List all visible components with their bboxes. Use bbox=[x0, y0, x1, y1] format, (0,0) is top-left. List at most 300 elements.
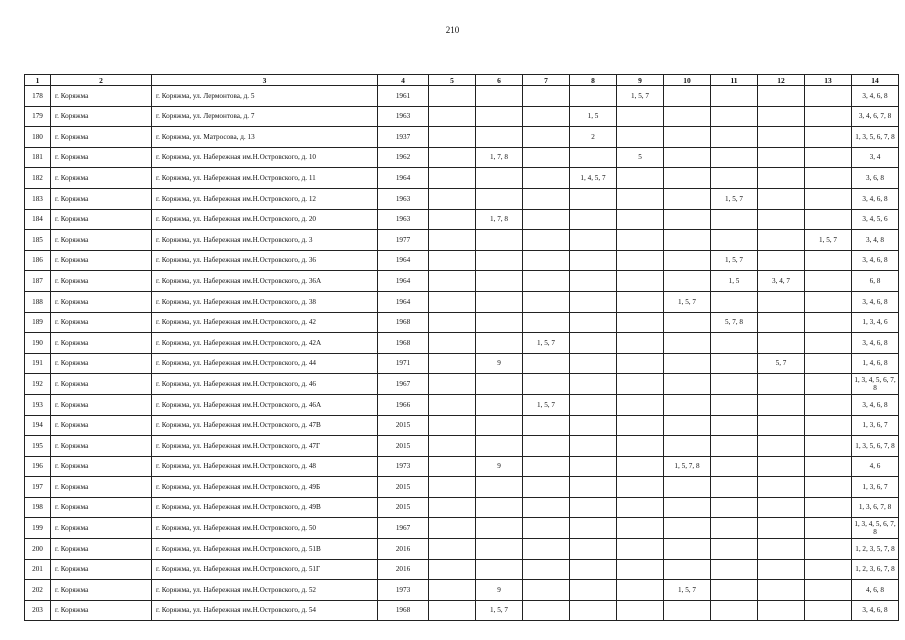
table-cell-col-13 bbox=[805, 333, 852, 354]
table-cell-col-2: г. Коряжма bbox=[51, 456, 152, 477]
table-cell-col-6 bbox=[476, 559, 523, 580]
column-header-6: 6 bbox=[476, 75, 523, 86]
table-cell-col-3: г. Коряжма, ул. Набережная им.Н.Островского, д. 36 bbox=[152, 250, 378, 271]
table-cell-col-8 bbox=[570, 250, 617, 271]
table-row bbox=[25, 168, 899, 189]
table-row bbox=[25, 600, 899, 621]
table-cell-col-5 bbox=[429, 86, 476, 107]
table-cell-col-12 bbox=[758, 518, 805, 539]
table-cell-col-12 bbox=[758, 250, 805, 271]
table-cell-col-6: 9 bbox=[476, 353, 523, 374]
table-row bbox=[25, 106, 899, 127]
table-cell-col-7 bbox=[523, 312, 570, 333]
table-cell-col-4: 1963 bbox=[378, 209, 429, 230]
table-cell-col-7 bbox=[523, 106, 570, 127]
table-cell-col-2: г. Коряжма bbox=[51, 353, 152, 374]
table-cell-col-7 bbox=[523, 250, 570, 271]
table-cell-col-2: г. Коряжма bbox=[51, 539, 152, 560]
table-cell-col-14: 3, 4, 5, 6 bbox=[852, 209, 899, 230]
table-cell-col-1: 179 bbox=[25, 106, 51, 127]
table-cell-col-7: 1, 5, 7 bbox=[523, 394, 570, 415]
table-cell-col-12 bbox=[758, 333, 805, 354]
table-cell-col-7 bbox=[523, 477, 570, 498]
table-cell-col-14: 3, 4, 6, 8 bbox=[852, 188, 899, 209]
table-cell-col-13: 1, 5, 7 bbox=[805, 230, 852, 251]
table-cell-col-12 bbox=[758, 477, 805, 498]
table-cell-col-10 bbox=[664, 127, 711, 148]
table-cell-col-14: 1, 3, 5, 6, 7, 8 bbox=[852, 127, 899, 148]
table-cell-col-3: г. Коряжма, ул. Набережная им.Н.Островского, д. 54 bbox=[152, 600, 378, 621]
table-cell-col-5 bbox=[429, 127, 476, 148]
table-row bbox=[25, 559, 899, 580]
table-cell-col-1: 186 bbox=[25, 250, 51, 271]
table-cell-col-8 bbox=[570, 147, 617, 168]
table-cell-col-13 bbox=[805, 271, 852, 292]
table-cell-col-11 bbox=[711, 106, 758, 127]
table-cell-col-11 bbox=[711, 600, 758, 621]
table-cell-col-10 bbox=[664, 312, 711, 333]
table-cell-col-12 bbox=[758, 230, 805, 251]
table-cell-col-3: г. Коряжма, ул. Лермонтова, д. 7 bbox=[152, 106, 378, 127]
table-cell-col-1: 202 bbox=[25, 580, 51, 601]
table-cell-col-2: г. Коряжма bbox=[51, 168, 152, 189]
table-cell-col-11 bbox=[711, 374, 758, 395]
table-cell-col-13 bbox=[805, 497, 852, 518]
table-cell-col-12 bbox=[758, 168, 805, 189]
table-cell-col-3: г. Коряжма, ул. Набережная им.Н.Островского, д. 36А bbox=[152, 271, 378, 292]
column-header-7: 7 bbox=[523, 75, 570, 86]
table-cell-col-8 bbox=[570, 291, 617, 312]
table-cell-col-10 bbox=[664, 230, 711, 251]
table-cell-col-4: 1963 bbox=[378, 188, 429, 209]
table-cell-col-3: г. Коряжма, ул. Набережная им.Н.Островского, д. 46А bbox=[152, 394, 378, 415]
table-cell-col-12: 3, 4, 7 bbox=[758, 271, 805, 292]
table-cell-col-7 bbox=[523, 559, 570, 580]
table-cell-col-11 bbox=[711, 291, 758, 312]
table-cell-col-2: г. Коряжма bbox=[51, 291, 152, 312]
table-cell-col-2: г. Коряжма bbox=[51, 374, 152, 395]
table-cell-col-1: 182 bbox=[25, 168, 51, 189]
table-cell-col-14: 4, 6, 8 bbox=[852, 580, 899, 601]
table-cell-col-4: 1967 bbox=[378, 518, 429, 539]
table-cell-col-8 bbox=[570, 333, 617, 354]
table-cell-col-5 bbox=[429, 374, 476, 395]
table-cell-col-7 bbox=[523, 497, 570, 518]
table-cell-col-2: г. Коряжма bbox=[51, 600, 152, 621]
table-cell-col-12: 5, 7 bbox=[758, 353, 805, 374]
table-cell-col-5 bbox=[429, 333, 476, 354]
table-row bbox=[25, 291, 899, 312]
table-cell-col-14: 4, 6 bbox=[852, 456, 899, 477]
table-cell-col-12 bbox=[758, 188, 805, 209]
table-cell-col-11: 1, 5, 7 bbox=[711, 250, 758, 271]
column-header-12: 12 bbox=[758, 75, 805, 86]
table-cell-col-5 bbox=[429, 415, 476, 436]
table-cell-col-2: г. Коряжма bbox=[51, 312, 152, 333]
table-cell-col-3: г. Коряжма, ул. Набережная им.Н.Островского, д. 46 bbox=[152, 374, 378, 395]
table-cell-col-11 bbox=[711, 477, 758, 498]
table-cell-col-1: 197 bbox=[25, 477, 51, 498]
table-cell-col-14: 3, 4, 6, 8 bbox=[852, 600, 899, 621]
table-row bbox=[25, 86, 899, 107]
table-cell-col-4: 1977 bbox=[378, 230, 429, 251]
table-cell-col-3: г. Коряжма, ул. Набережная им.Н.Островского, д. 42А bbox=[152, 333, 378, 354]
table-cell-col-12 bbox=[758, 539, 805, 560]
table-cell-col-9 bbox=[617, 539, 664, 560]
table-cell-col-14: 1, 4, 6, 8 bbox=[852, 353, 899, 374]
table-cell-col-10 bbox=[664, 333, 711, 354]
table-cell-col-13 bbox=[805, 580, 852, 601]
table-cell-col-7 bbox=[523, 147, 570, 168]
table-cell-col-8 bbox=[570, 518, 617, 539]
table-cell-col-5 bbox=[429, 394, 476, 415]
table-cell-col-1: 184 bbox=[25, 209, 51, 230]
table-cell-col-8 bbox=[570, 600, 617, 621]
table-cell-col-9 bbox=[617, 250, 664, 271]
table-cell-col-8 bbox=[570, 188, 617, 209]
table-row bbox=[25, 497, 899, 518]
table-cell-col-5 bbox=[429, 477, 476, 498]
table-row bbox=[25, 209, 899, 230]
table-cell-col-11 bbox=[711, 394, 758, 415]
table-cell-col-3: г. Коряжма, ул. Набережная им.Н.Островского, д. 51Г bbox=[152, 559, 378, 580]
table-cell-col-8 bbox=[570, 86, 617, 107]
table-cell-col-3: г. Коряжма, ул. Набережная им.Н.Островского, д. 50 bbox=[152, 518, 378, 539]
table-cell-col-6 bbox=[476, 497, 523, 518]
table-cell-col-14: 3, 4 bbox=[852, 147, 899, 168]
table-row bbox=[25, 250, 899, 271]
table-cell-col-6 bbox=[476, 188, 523, 209]
table-cell-col-14: 3, 4, 6, 8 bbox=[852, 86, 899, 107]
table-cell-col-4: 1964 bbox=[378, 271, 429, 292]
table-cell-col-8 bbox=[570, 209, 617, 230]
table-cell-col-7 bbox=[523, 600, 570, 621]
table-cell-col-12 bbox=[758, 559, 805, 580]
table-cell-col-14: 3, 4, 6, 8 bbox=[852, 394, 899, 415]
table-cell-col-3: г. Коряжма, ул. Набережная им.Н.Островского, д. 44 bbox=[152, 353, 378, 374]
table-cell-col-3: г. Коряжма, ул. Набережная им.Н.Островского, д. 48 bbox=[152, 456, 378, 477]
table-cell-col-2: г. Коряжма bbox=[51, 147, 152, 168]
table-cell-col-10 bbox=[664, 497, 711, 518]
table-cell-col-6 bbox=[476, 436, 523, 457]
table-cell-col-7 bbox=[523, 168, 570, 189]
table-cell-col-5 bbox=[429, 147, 476, 168]
table-cell-col-1: 194 bbox=[25, 415, 51, 436]
table-cell-col-9 bbox=[617, 518, 664, 539]
table-cell-col-7 bbox=[523, 518, 570, 539]
table-cell-col-2: г. Коряжма bbox=[51, 333, 152, 354]
table-cell-col-5 bbox=[429, 271, 476, 292]
column-header-1: 1 bbox=[25, 75, 51, 86]
table-cell-col-13 bbox=[805, 456, 852, 477]
table-cell-col-9 bbox=[617, 374, 664, 395]
table-cell-col-2: г. Коряжма bbox=[51, 127, 152, 148]
table-cell-col-8 bbox=[570, 271, 617, 292]
table-cell-col-2: г. Коряжма bbox=[51, 559, 152, 580]
table-cell-col-9 bbox=[617, 477, 664, 498]
table-cell-col-10 bbox=[664, 477, 711, 498]
table-cell-col-2: г. Коряжма bbox=[51, 394, 152, 415]
table-cell-col-13 bbox=[805, 106, 852, 127]
table-cell-col-3: г. Коряжма, ул. Набережная им.Н.Островского, д. 42 bbox=[152, 312, 378, 333]
table-row bbox=[25, 353, 899, 374]
table-cell-col-2: г. Коряжма bbox=[51, 188, 152, 209]
table-cell-col-5 bbox=[429, 230, 476, 251]
page-number: 210 bbox=[445, 25, 460, 35]
table-cell-col-11 bbox=[711, 436, 758, 457]
table-cell-col-7 bbox=[523, 291, 570, 312]
table-cell-col-6 bbox=[476, 250, 523, 271]
table-cell-col-13 bbox=[805, 477, 852, 498]
table-cell-col-4: 1961 bbox=[378, 86, 429, 107]
table-row bbox=[25, 518, 899, 539]
table-cell-col-13 bbox=[805, 600, 852, 621]
table-cell-col-2: г. Коряжма bbox=[51, 477, 152, 498]
table-cell-col-1: 181 bbox=[25, 147, 51, 168]
table-cell-col-11: 1, 5, 7 bbox=[711, 188, 758, 209]
table-cell-col-9: 5 bbox=[617, 147, 664, 168]
table-row bbox=[25, 580, 899, 601]
table-cell-col-13 bbox=[805, 353, 852, 374]
table-cell-col-2: г. Коряжма bbox=[51, 106, 152, 127]
table-cell-col-2: г. Коряжма bbox=[51, 86, 152, 107]
table-cell-col-14: 6, 8 bbox=[852, 271, 899, 292]
table-cell-col-5 bbox=[429, 600, 476, 621]
table-cell-col-2: г. Коряжма bbox=[51, 497, 152, 518]
table-cell-col-10 bbox=[664, 539, 711, 560]
column-header-8: 8 bbox=[570, 75, 617, 86]
table-cell-col-6: 1, 7, 8 bbox=[476, 147, 523, 168]
table-cell-col-11 bbox=[711, 415, 758, 436]
table-cell-col-8: 1, 4, 5, 7 bbox=[570, 168, 617, 189]
table-cell-col-7 bbox=[523, 230, 570, 251]
table-cell-col-14: 1, 3, 4, 6 bbox=[852, 312, 899, 333]
table-cell-col-11 bbox=[711, 353, 758, 374]
table-cell-col-9 bbox=[617, 456, 664, 477]
table-cell-col-2: г. Коряжма bbox=[51, 436, 152, 457]
table-cell-col-5 bbox=[429, 291, 476, 312]
table-cell-col-13 bbox=[805, 374, 852, 395]
table-cell-col-12 bbox=[758, 394, 805, 415]
table-cell-col-10 bbox=[664, 168, 711, 189]
table-cell-col-3: г. Коряжма, ул. Набережная им.Н.Островского, д. 3 bbox=[152, 230, 378, 251]
table-cell-col-3: г. Коряжма, ул. Лермонтова, д. 5 bbox=[152, 86, 378, 107]
table-cell-col-12 bbox=[758, 291, 805, 312]
table-cell-col-7 bbox=[523, 209, 570, 230]
table-cell-col-4: 1967 bbox=[378, 374, 429, 395]
table-cell-col-7 bbox=[523, 374, 570, 395]
table-cell-col-4: 1964 bbox=[378, 250, 429, 271]
table-cell-col-13 bbox=[805, 209, 852, 230]
table-cell-col-3: г. Коряжма, ул. Набережная им.Н.Островского, д. 38 bbox=[152, 291, 378, 312]
table-cell-col-11 bbox=[711, 580, 758, 601]
table-cell-col-7: 1, 5, 7 bbox=[523, 333, 570, 354]
table-cell-col-7 bbox=[523, 580, 570, 601]
table-cell-col-11 bbox=[711, 333, 758, 354]
table-cell-col-3: г. Коряжма, ул. Набережная им.Н.Островского, д. 10 bbox=[152, 147, 378, 168]
table-cell-col-9 bbox=[617, 333, 664, 354]
table-cell-col-8 bbox=[570, 580, 617, 601]
table-cell-col-3: г. Коряжма, ул. Набережная им.Н.Островского, д. 20 bbox=[152, 209, 378, 230]
table-cell-col-6 bbox=[476, 539, 523, 560]
table-cell-col-5 bbox=[429, 106, 476, 127]
table-row bbox=[25, 188, 899, 209]
table-cell-col-10 bbox=[664, 518, 711, 539]
table-cell-col-14: 1, 2, 3, 5, 7, 8 bbox=[852, 539, 899, 560]
table-row bbox=[25, 477, 899, 498]
table-cell-col-10 bbox=[664, 600, 711, 621]
table-cell-col-13 bbox=[805, 127, 852, 148]
table-cell-col-5 bbox=[429, 250, 476, 271]
table-cell-col-10 bbox=[664, 374, 711, 395]
table-cell-col-1: 200 bbox=[25, 539, 51, 560]
table-cell-col-4: 2015 bbox=[378, 436, 429, 457]
table-cell-col-7 bbox=[523, 539, 570, 560]
table-cell-col-14: 1, 2, 3, 6, 7, 8 bbox=[852, 559, 899, 580]
table-cell-col-10 bbox=[664, 250, 711, 271]
table-cell-col-13 bbox=[805, 147, 852, 168]
table-cell-col-1: 187 bbox=[25, 271, 51, 292]
table-cell-col-9 bbox=[617, 394, 664, 415]
table-cell-col-8 bbox=[570, 477, 617, 498]
table-cell-col-12 bbox=[758, 106, 805, 127]
table-cell-col-3: г. Коряжма, ул. Матросова, д. 13 bbox=[152, 127, 378, 148]
table-cell-col-1: 191 bbox=[25, 353, 51, 374]
table-cell-col-12 bbox=[758, 415, 805, 436]
table-row bbox=[25, 539, 899, 560]
table-cell-col-12 bbox=[758, 86, 805, 107]
table-cell-col-12 bbox=[758, 436, 805, 457]
table-cell-col-6 bbox=[476, 127, 523, 148]
column-header-13: 13 bbox=[805, 75, 852, 86]
table-cell-col-14: 1, 3, 6, 7 bbox=[852, 477, 899, 498]
table-cell-col-13 bbox=[805, 394, 852, 415]
table-cell-col-10 bbox=[664, 559, 711, 580]
table-cell-col-1: 193 bbox=[25, 394, 51, 415]
table-cell-col-10: 1, 5, 7 bbox=[664, 291, 711, 312]
table-cell-col-10 bbox=[664, 353, 711, 374]
table-cell-col-5 bbox=[429, 580, 476, 601]
table-cell-col-12 bbox=[758, 127, 805, 148]
table-row bbox=[25, 394, 899, 415]
table-cell-col-11 bbox=[711, 209, 758, 230]
table-cell-col-9 bbox=[617, 497, 664, 518]
table-cell-col-6: 9 bbox=[476, 456, 523, 477]
table-cell-col-13 bbox=[805, 415, 852, 436]
table-cell-col-8 bbox=[570, 415, 617, 436]
table-cell-col-3: г. Коряжма, ул. Набережная им.Н.Островского, д. 49Б bbox=[152, 477, 378, 498]
table-cell-col-11 bbox=[711, 497, 758, 518]
table-row bbox=[25, 456, 899, 477]
table-cell-col-11 bbox=[711, 127, 758, 148]
table-cell-col-14: 1, 3, 6, 7, 8 bbox=[852, 497, 899, 518]
table-cell-col-1: 203 bbox=[25, 600, 51, 621]
table-cell-col-11: 5, 7, 8 bbox=[711, 312, 758, 333]
table-cell-col-7 bbox=[523, 188, 570, 209]
table-cell-col-13 bbox=[805, 86, 852, 107]
table-cell-col-4: 2015 bbox=[378, 415, 429, 436]
table-cell-col-14: 3, 4, 6, 8 bbox=[852, 291, 899, 312]
table-cell-col-11 bbox=[711, 168, 758, 189]
table-cell-col-7 bbox=[523, 415, 570, 436]
table-cell-col-4: 2015 bbox=[378, 497, 429, 518]
table-cell-col-7 bbox=[523, 353, 570, 374]
table-cell-col-10 bbox=[664, 86, 711, 107]
table-cell-col-5 bbox=[429, 188, 476, 209]
table-cell-col-11 bbox=[711, 230, 758, 251]
table-cell-col-9 bbox=[617, 580, 664, 601]
table-cell-col-6 bbox=[476, 415, 523, 436]
table-cell-col-5 bbox=[429, 518, 476, 539]
table-cell-col-2: г. Коряжма bbox=[51, 250, 152, 271]
table-cell-col-13 bbox=[805, 518, 852, 539]
table-cell-col-10: 1, 5, 7 bbox=[664, 580, 711, 601]
table-cell-col-2: г. Коряжма bbox=[51, 580, 152, 601]
table-cell-col-14: 3, 4, 8 bbox=[852, 230, 899, 251]
table-row bbox=[25, 415, 899, 436]
table-cell-col-10 bbox=[664, 436, 711, 457]
table-cell-col-1: 199 bbox=[25, 518, 51, 539]
table-cell-col-3: г. Коряжма, ул. Набережная им.Н.Островского, д. 12 bbox=[152, 188, 378, 209]
table-cell-col-4: 1968 bbox=[378, 333, 429, 354]
table-cell-col-9 bbox=[617, 106, 664, 127]
table-body bbox=[25, 86, 899, 621]
column-header-4: 4 bbox=[378, 75, 429, 86]
table-cell-col-14: 1, 3, 5, 6, 7, 8 bbox=[852, 436, 899, 457]
table-cell-col-9 bbox=[617, 353, 664, 374]
table-cell-col-10 bbox=[664, 147, 711, 168]
table-cell-col-4: 2016 bbox=[378, 539, 429, 560]
table-cell-col-8 bbox=[570, 394, 617, 415]
table-cell-col-3: г. Коряжма, ул. Набережная им.Н.Островского, д. 52 bbox=[152, 580, 378, 601]
table-cell-col-6 bbox=[476, 291, 523, 312]
table-row bbox=[25, 436, 899, 457]
table-cell-col-10 bbox=[664, 209, 711, 230]
data-table bbox=[24, 74, 899, 621]
table-cell-col-8 bbox=[570, 559, 617, 580]
table-cell-col-4: 1966 bbox=[378, 394, 429, 415]
table-cell-col-11 bbox=[711, 518, 758, 539]
table-cell-col-13 bbox=[805, 559, 852, 580]
table-cell-col-3: г. Коряжма, ул. Набережная им.Н.Островского, д. 11 bbox=[152, 168, 378, 189]
table-cell-col-6 bbox=[476, 312, 523, 333]
table-cell-col-11: 1, 5 bbox=[711, 271, 758, 292]
table-cell-col-12 bbox=[758, 580, 805, 601]
table-cell-col-12 bbox=[758, 312, 805, 333]
table-cell-col-9 bbox=[617, 291, 664, 312]
table-cell-col-6 bbox=[476, 271, 523, 292]
column-header-3: 3 bbox=[152, 75, 378, 86]
table-cell-col-13 bbox=[805, 291, 852, 312]
table-cell-col-10 bbox=[664, 271, 711, 292]
table-cell-col-5 bbox=[429, 312, 476, 333]
table-cell-col-1: 190 bbox=[25, 333, 51, 354]
table-cell-col-4: 2015 bbox=[378, 477, 429, 498]
table-cell-col-6 bbox=[476, 168, 523, 189]
table-cell-col-4: 1937 bbox=[378, 127, 429, 148]
table-cell-col-8 bbox=[570, 353, 617, 374]
table-cell-col-4: 2016 bbox=[378, 559, 429, 580]
table-cell-col-6 bbox=[476, 86, 523, 107]
table-cell-col-4: 1963 bbox=[378, 106, 429, 127]
table-cell-col-10 bbox=[664, 394, 711, 415]
column-header-2: 2 bbox=[51, 75, 152, 86]
table-cell-col-11 bbox=[711, 539, 758, 560]
table-cell-col-1: 201 bbox=[25, 559, 51, 580]
table-cell-col-13 bbox=[805, 168, 852, 189]
table-cell-col-6: 1, 5, 7 bbox=[476, 600, 523, 621]
table-cell-col-1: 178 bbox=[25, 86, 51, 107]
